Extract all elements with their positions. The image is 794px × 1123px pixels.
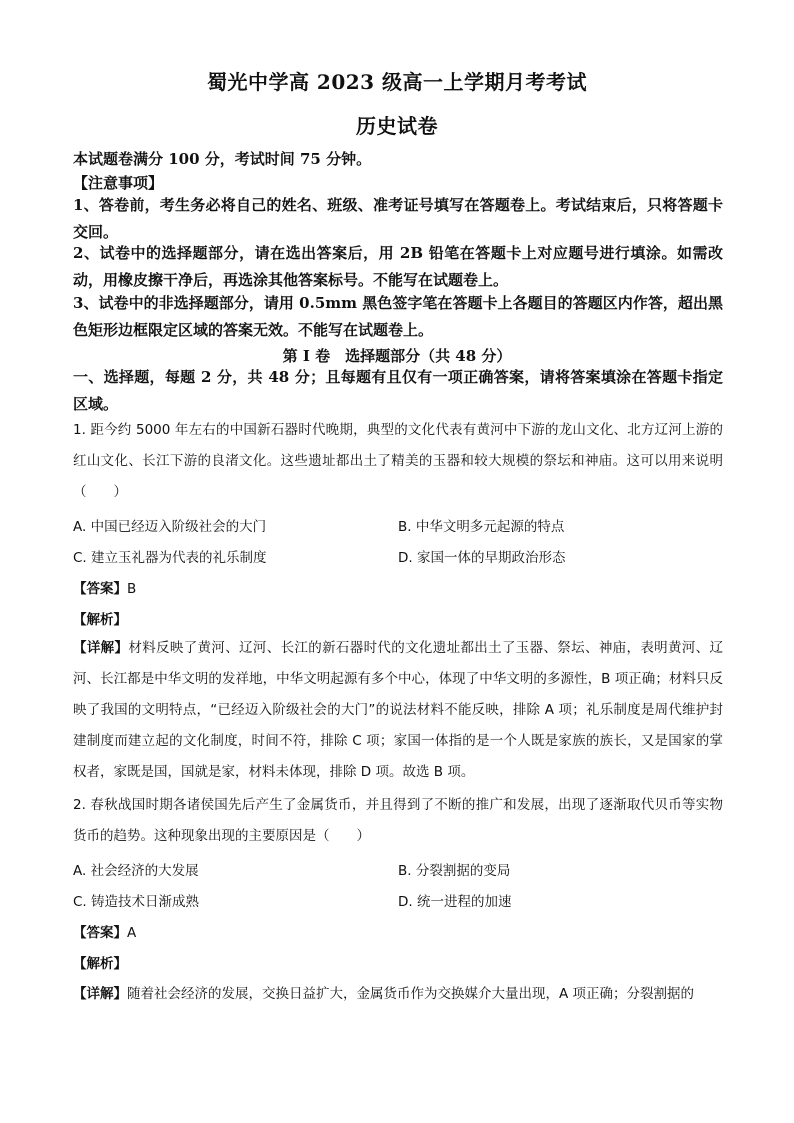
answer-value: B [127,581,137,597]
section-instruction: 一、选择题，每题 2 分，共 48 分；且每题有且仅有一项正确答案，请将答案填涂在答题卡指定区域。 [73,368,723,413]
question-2-option-d: D. 统一进程的加速 [398,894,512,910]
question-1-option-d: D. 家国一体的早期政治形态 [398,550,566,566]
question-2-stem: 2. 春秋战国时期各诸侯国先后产生了金属货币，并且得到了不断的推广和发展，出现了逐渐取代贝币等实物货币的趋势。这种现象出现的主要原因是（ ） [73,797,723,844]
question-2-option-c: C. 铸造技术日渐成熟 [73,894,200,910]
question-2-answer [73,921,136,941]
question-1-answer [73,577,136,597]
question-1-option-a: A. 中国已经迈入阶级社会的大门 [73,519,267,535]
detail-text: 随着社会经济的发展，交换日益扩大，金属货币作为交换媒介大量出现，A 项正确；分裂割据的 [127,986,695,1002]
detail-text: 材料反映了黄河、辽河、长江的新石器时代的文化遗址都出土了玉器、祭坛、神庙，表明黄河、辽河、长江都是中华文明的发祥地，中华文明起源有多个中心，体现了中华文明的多源性，B 项正确；材料只反映了我国的文明特点，“已经迈入阶级社会的大门”的说法材料不能反映，排除 A 项；礼乐制度是周代维护封建制度而建立起的文化制度，时间不符，排除 C 项；家国一体指的是一个人既是家族的族长，又是国家的掌权者，家既是国，国就是家，材料未体现，排除 D 项。故选 B 项。 [73,640,724,780]
score-time-note: 本试题卷满分 100 分，考试时间 75 分钟。 [73,150,372,168]
question-2-detail [73,979,723,1010]
notice-item-3: 3、试卷中的非选择题部分，请用 0.5mm 黑色签字笔在答题卡上各题目的答题区内作答，超出黑色矩形边框限定区域的答案无效。不能写在试题卷上。 [73,294,723,339]
detail-label: 【详解】 [73,640,129,656]
section-title: 第 I 卷 选择题部分（共 48 分） [282,347,512,365]
notice-heading: 【注意事项】 [73,174,164,192]
subject-title: 历史试卷 [356,114,438,138]
question-1-detail [73,633,723,788]
question-1-analysis-label: 【解析】 [73,612,127,628]
question-2-option-b: B. 分裂割据的变局 [398,863,511,879]
question-1-option-b: B. 中华文明多元起源的特点 [398,519,565,535]
notice-item-1: 1、答卷前，考生务必将自己的姓名、班级、准考证号填写在答题卷上。考试结束后，只将答题卡交回。 [73,196,723,241]
exam-title: 蜀光中学高 2023 级高一上学期月考考试 [206,70,588,94]
question-2-analysis-label: 【解析】 [73,956,127,972]
question-1-option-c: C. 建立玉礼器为代表的礼乐制度 [73,550,267,566]
answer-label: 【答案】 [73,581,127,597]
question-1-stem: 1. 距今约 5000 年左右的中国新石器时代晚期，典型的文化代表有黄河中下游的龙山文化、北方辽河上游的红山文化、长江下游的良渚文化。这些遗址都出土了精美的玉器和较大规模的祭坛和神庙。这可以用来说明（ ） [73,422,723,500]
answer-label: 【答案】 [73,925,127,941]
question-2-option-a: A. 社会经济的大发展 [73,863,199,879]
detail-label: 【详解】 [73,986,127,1002]
answer-value: A [127,925,137,941]
notice-item-2: 2、试卷中的选择题部分，请在选出答案后，用 2B 铅笔在答题卡上对应题号进行填涂。如需改动，用橡皮擦干净后，再选涂其他答案标号。不能写在试题卷上。 [73,244,723,289]
